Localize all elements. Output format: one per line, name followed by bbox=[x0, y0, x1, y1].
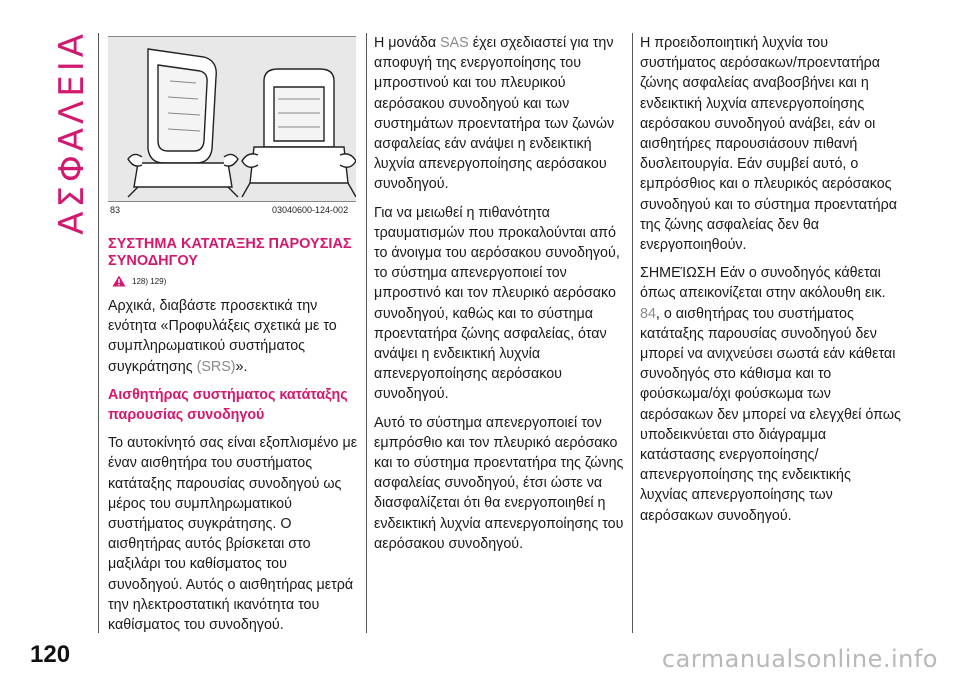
sas-paragraph bbox=[374, 33, 626, 195]
figure-code: 03040600-124-002 bbox=[272, 205, 349, 215]
upright-seat-drawing bbox=[242, 69, 356, 197]
srs-reference: (SRS) bbox=[196, 358, 236, 375]
malfunction-paragraph: Η προειδοποιητική λυχνία του συστήματος αερόσακων/προεντατήρα ζώνης ασφαλείας αναβοσβήνει και η ενδεικτική λυχνία απενεργοποίησης αερόσακου συνοδηγού ανάβει, εάν οι αισθητήρες παρουσιάσουν πιθανή δυσλειτουργία. Εάν συμβεί αυτό, ο εμπρόσθιος και ο πλευρικός αερόσακος συνοδηγού και το σύστημα προεντατήρα της ζώνης ασφαλείας δεν θα ενεργοποιηθούν. bbox=[640, 35, 898, 254]
note-text-a: ΣΗΜΕΊΩΣΗ Εάν ο συνοδηγός κάθεται όπως απεικονίζεται στην ακόλουθη εικ. bbox=[640, 265, 886, 302]
sensor-paragraph: Το αυτοκίνητό σας είναι εξοπλισμένο με έναν αισθητήρα του συστήματος κατάταξης παρουσίας συνοδηγού ως μέρος του συμπληρωματικού συστήματος συγκράτησης. Ο αισθητήρας αυτός βρίσκεται στο μαξιλάρι του καθίσματος του συνοδηγού. Αυτός ο αισθητήρας μετρά την ηλεκτροστατική ικανότητα του καθίσματος του συνοδηγού. bbox=[108, 435, 358, 634]
column-divider-right bbox=[632, 33, 633, 633]
intro-text: Αρχικά, διαβάστε προσεκτικά την ενότητα «Προφυλάξεις σχετικά με το συμπληρωματικού συστήματος συγκράτησης bbox=[108, 298, 337, 375]
column-3 bbox=[640, 33, 902, 534]
column-divider-mid bbox=[366, 33, 367, 633]
note-text-b: , ο αισθητήρας του συστήματος κατάταξης παρουσίας συνοδηγού δεν μπορεί να ανιχνεύσει σωστά εάν κάθεται συνοδηγός στο κάθισμα και το φούσκωμα/όχι φούσκωμα των αερόσακων δεν μπορεί να ελεγχθεί όπως υποδεικνύεται στο διάγραμμα κατάστασης ενεργοποίησης/απενεργοποίησης της ενδεικτικής λυχνίας απενεργοποίησης των αερόσακων συνοδηγού. bbox=[640, 305, 901, 524]
warning-reference-row bbox=[112, 275, 166, 287]
warning-triangle-icon bbox=[112, 275, 126, 287]
sas-reference: SAS bbox=[440, 35, 469, 51]
figure-84-reference: 84 bbox=[640, 305, 656, 322]
sas-text-b: έχει σχεδιαστεί για την αποφυγή της ενεργοποίησης του μπροστινού και του πλευρικού αερόσακου συνοδηγού και των συστημάτων προεντατήρα των ζωνών ασφαλείας εάν ανάψει η ενδεικτική λυχνία απενεργοποίησης αερόσακου συνοδηγού. bbox=[374, 35, 615, 193]
intro-paragraph bbox=[108, 296, 358, 377]
note-paragraph bbox=[640, 263, 902, 526]
reclined-seat-drawing bbox=[128, 49, 238, 197]
warning-refs: 128) 129) bbox=[132, 276, 167, 286]
section-side-tab: ΑΣΦΑΛΕΙΑ bbox=[52, 30, 92, 235]
sensor-subheading: Αισθητήρας συστήματος κατάταξης παρουσίας συνοδηγού bbox=[108, 386, 348, 424]
deactivation-paragraph: Αυτό το σύστημα απενεργοποιεί τον εμπρόσθιο και τον πλευρικό αερόσακο και το σύστημα προεντατήρα της ζώνης ασφαλείας συνοδηγού, έτσι ώστε να διασφαλίζεται ότι θα ενεργοποιηθεί η ενδεικτική λυχνία απενεργοποίησης του αερόσακου συνοδηγού. bbox=[374, 414, 624, 552]
injury-reduction-paragraph: Για να μειωθεί η πιθανότητα τραυματισμών που προκαλούνται από το άνοιγμα του αερόσακου συνοδηγού, το σύστημα απενεργοποιεί τον μπροστινό και τον πλευρικό αερόσακο συνοδηγού, καθώς και το σύστημα προεντατήρα ζώνης ασφαλείας, όταν ανάψει η ενδεικτική λυχνία απενεργοποίησης αερόσακου συνοδηγού. bbox=[374, 204, 620, 403]
page-number: 120 bbox=[30, 641, 71, 668]
figure-number: 83 bbox=[110, 205, 121, 215]
intro-tail: ». bbox=[235, 358, 248, 375]
column-1 bbox=[108, 296, 358, 643]
column-2 bbox=[374, 33, 626, 562]
column-divider-left bbox=[98, 33, 99, 633]
sas-text-a: Η μονάδα bbox=[374, 35, 441, 51]
figure-83 bbox=[108, 36, 356, 202]
seated-occupant-illustration bbox=[108, 37, 356, 201]
watermark: carmanualsonline.info bbox=[661, 645, 938, 673]
section-title: ΣΥΣΤΗΜΑ ΚΑΤΑΤΑΞΗΣ ΠΑΡΟΥΣΙΑΣ ΣΥΝΟΔΗΓΟΥ bbox=[108, 236, 352, 269]
